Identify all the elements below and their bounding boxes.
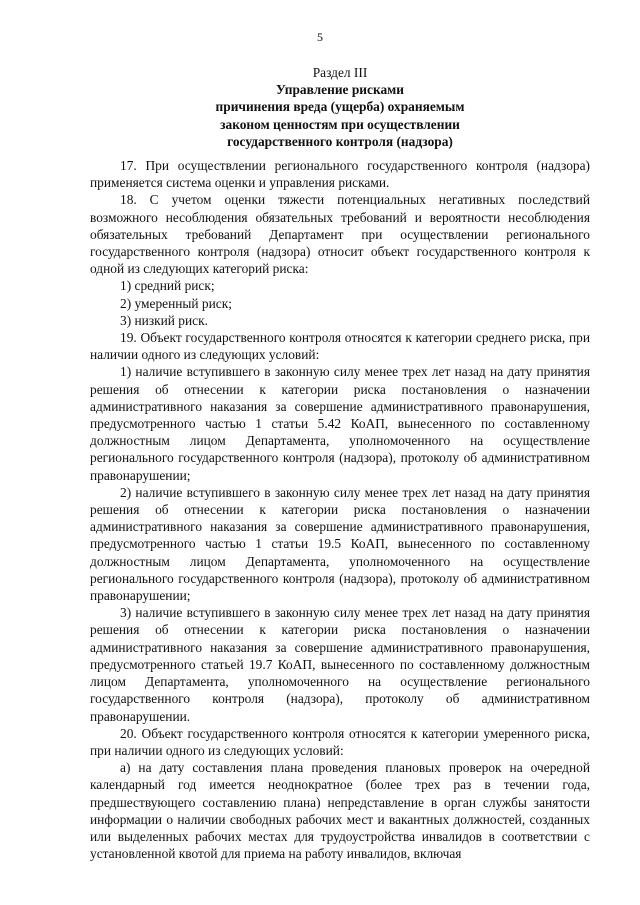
page-number: 5	[317, 30, 323, 44]
list-item-risk-low: 3) низкий риск.	[120, 312, 208, 328]
section-title-line: Управление рисками	[276, 82, 404, 98]
document-body	[90, 157, 590, 862]
section-title-line: причинения вреда (ущерба) охраняемым	[215, 99, 465, 115]
paragraph-19: 19. Объект государственного контроля относятся к категории среднего риска, при наличии одного из следующих условий:	[90, 330, 590, 363]
section-title-line: законом ценностям при осуществлении	[220, 116, 460, 132]
paragraph-20: 20. Объект государственного контроля относятся к категории умеренного риска, при наличии одного из следующих условий:	[90, 725, 590, 758]
list-item-risk-medium: 1) средний риск;	[120, 278, 215, 294]
section-title-line: государственного контроля (надзора)	[227, 133, 453, 149]
section-label: Раздел III	[312, 65, 368, 80]
section-heading	[90, 64, 590, 150]
list-item-risk-moderate: 2) умеренный риск;	[120, 295, 232, 311]
list-item-condition-1: 1) наличие вступившего в законную силу менее трех лет назад на дату принятия решения об отнесении к категории риска постановления о назначении административного наказания за совершение административного правонарушения, предусмотренного частью 1 статьи 5.42 КоАП, вынесенного по составленному должностным лицом Департамента, уполномоченного на осуществление регионального государственного контроля (надзора), протоколу об административном правонарушении;	[90, 364, 590, 483]
list-item-condition-3: 3) наличие вступившего в законную силу менее трех лет назад на дату принятия решения об отнесении к категории риска постановления о назначении административного наказания за совершение административного правонарушения, предусмотренного статьей 19.7 КоАП, вынесенного по составленному должностным лицом Департамента, уполномоченного на осуществление регионального государственного контроля (надзора), протоколу об административном правонарушении.	[90, 605, 590, 724]
paragraph-17: 17. При осуществлении регионального государственного контроля (надзора) применяется система оценки и управления рисками.	[90, 158, 590, 191]
list-item-condition-2: 2) наличие вступившего в законную силу менее трех лет назад на дату принятия решения об отнесении к категории риска постановления о назначении административного наказания за совершение административного правонарушения, предусмотренного частью 1 статьи 19.5 КоАП, вынесенного по составленному должностным лицом Департамента, уполномоченного на осуществление регионального государственного контроля (надзора), протоколу об административном правонарушении;	[90, 484, 590, 604]
paragraph-18: 18. С учетом оценки тяжести потенциальных негативных последствий возможного несоблюдения обязательных требований и вероятности несоблюдения обязательных требований Департамент при осуществлении регионального государственного контроля (надзора) относит объект государственного контроля к одной из следующих категорий риска:	[90, 192, 590, 277]
list-item-condition-a: а) на дату составления плана проведения плановых проверок на очередной календарный год имеется неоднократное (более трех раз в течении года, предшествующего составлению плана) непредставление в орган службы занятости информации о наличии свободных рабочих мест и вакантных должностей, созданных или выделенных рабочих местах для трудоустройства инвалидов в соответствии с установленной квотой для приема на работу инвалидов, включая	[90, 760, 590, 862]
